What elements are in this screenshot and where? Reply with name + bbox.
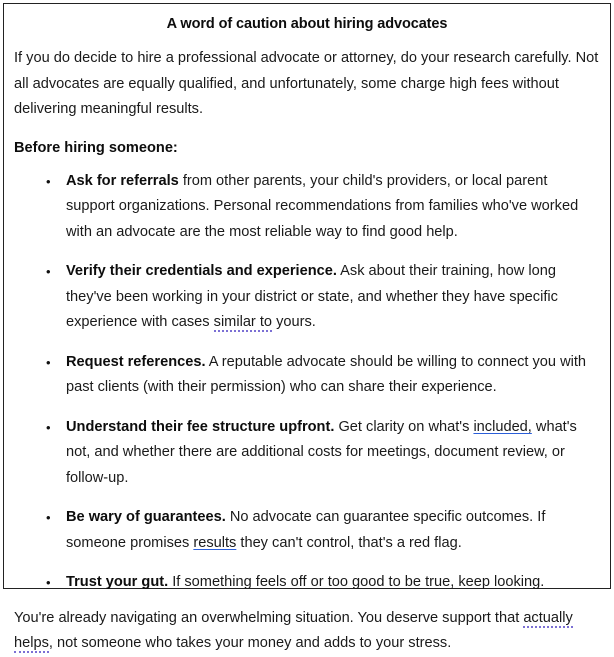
closing-text-end: , not someone who takes your money and adds to your stress. [48, 635, 452, 651]
tip-body-before: No advocate can guarantee specific outcomes. If someone promises [66, 509, 546, 551]
list-item [14, 570, 600, 596]
bullet-marker: • [46, 510, 51, 525]
grammar-suggestion-text[interactable]: actually helps [14, 609, 573, 651]
section-subheading: Before hiring someone: [14, 139, 178, 156]
tip-lead: Request references. [66, 353, 206, 370]
tip-body-before: Get clarity on what's [334, 418, 474, 435]
list-item [14, 415, 600, 492]
bullet-marker: • [46, 575, 51, 590]
hiring-tips-list [14, 169, 600, 596]
closing-paragraph [14, 606, 600, 657]
intro-paragraph: If you do decide to hire a professional advocate or attorney, do your research carefully. Not all advocates are equally qualified, and unfortunately, some charge high fees without delivering meaningful results. [14, 50, 599, 117]
document-body [4, 4, 610, 657]
bullet-marker: • [46, 173, 51, 189]
list-item [14, 505, 600, 556]
bullet-marker: • [46, 419, 51, 435]
tip-body-before: A reputable advocate should be willing to connect you with past clients (with their permission) who can share their experience. [66, 353, 587, 395]
tip-lead: Ask for referrals [66, 172, 179, 189]
tip-lead: Understand their fee structure upfront. [66, 418, 335, 435]
list-item [14, 350, 600, 401]
bullet-marker: • [46, 264, 51, 279]
grammar-suggestion-text[interactable]: similar to [213, 314, 273, 330]
tip-body-after: they can't control, that's a red flag. [236, 534, 462, 551]
tip-body-before: If something feels off or too good to be true, keep looking. [168, 574, 545, 590]
tip-lead: Trust your gut. [66, 574, 169, 590]
tip-body-after: yours. [272, 314, 316, 330]
page-title: A word of caution about hiring advocates [166, 16, 448, 32]
tip-body-before: from other parents, your child's providers, or local parent support organizations. Personal recommendations from families who've worked with an advocate are the most reliable way to find good help. [66, 172, 579, 240]
tip-body-before: Ask about their training, how long they've been working in your district or state, and whether they have specific experience with cases [66, 263, 558, 330]
list-item [14, 259, 600, 336]
underlined-link-text[interactable]: included, [473, 418, 532, 435]
tip-lead: Verify their credentials and experience. [66, 263, 337, 279]
underlined-link-text[interactable]: results [193, 534, 237, 551]
bullet-marker: • [46, 354, 51, 370]
tip-body-after: what's not, and whether there are additional costs for meetings, document review, or follow-up. [66, 418, 577, 486]
list-item [14, 169, 600, 246]
tip-lead: Be wary of guarantees. [66, 509, 226, 525]
document-frame [3, 3, 611, 651]
closing-text-start: You're already navigating an overwhelming situation. You deserve support that [14, 609, 524, 626]
